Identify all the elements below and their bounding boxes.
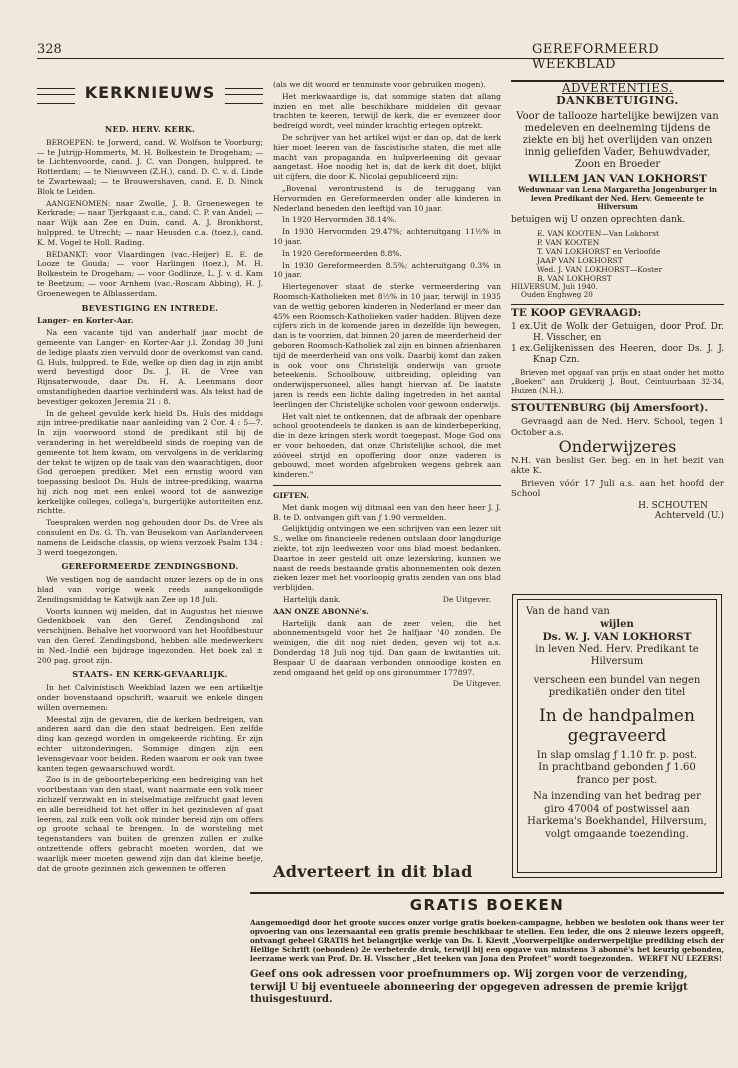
book-advert-box — [512, 594, 722, 878]
order-info: Na inzending van het bedrag per giro 47004 of postwissel aan Harkema's Boekhandel, Hilversum, volgt omgaande toezending. — [527, 791, 707, 840]
item-title: Uit de Wolk der Getuigen, door Prof. Dr. H. Visscher, en — [533, 322, 724, 343]
dankbetuiging-title: DANKBETUIGING. — [556, 93, 679, 107]
paragraph: We vestigen nog de aandacht onzer lezers op de in ons blad van vorige week reeds aangekondigde Zendingsmiddag te Katwijk aan Zee op 18 Juli. — [37, 575, 263, 604]
vacancy-text: Gevraagd aan de Ned. Herv. School, tegen 1 October a.s. — [511, 417, 724, 438]
paragraph: Toespraken werden nog gehouden door Ds. de Vree als consulent en Ds. G. Th. van Beusekom van Aarlanderveen namens de Leidsche classis, op wiens verzoek Psalm 134 : 3 werd toegezongen. — [37, 518, 263, 557]
paragraph: Het valt niet te ontkennen, dat de afbraak der openbare school grootendeels te danken is aan de kinderbeperking, die in deze kringen sterk wordt toegepast. Moge God ons er voor behoeden, dat onze Christelijke school, die met zóóveel strijd en opoffering door onze vaderen is gebouwd, moet worden afgebroken wegens gebrek aan kinderen." — [273, 411, 501, 480]
paragraph: Voorts kunnen wij melden, dat in Augustus het nieuwe Gedenkboek van den Geref. Zendingsbond zal verschijnen. Behalve het voorwoord van het Hoofdbestuur van den Geref. Zendingsbond, hebben alle medewerkers in Ned.-Indië een bijdrage ingezonden. Het boek zal ± 200 pag. groot zijn. — [37, 606, 263, 665]
vacancy-letters: Brieven vóór 17 Juli a.s. aan het hoofd der School — [511, 478, 724, 500]
paragraph: Zoo is in de geboortebeperking een bedreiging van het voortbestaan van den staat, want naarmate een volk meer zichzelf verzwakt en in stelselmatige zelfzucht gaat leven en alle bereidheid tot het offer in het gezinsleven af gaat leeren, zal zulk een volk ook minder bereid zijn om offers op groote schaal te brengen. In de worsteling met tegenstanders van buiten de grenzen zullen er zulke ontzettende offers gebracht moeten worden, dat we waarlijk meer moeten gewend zijn dan dat kleine beetje, dat de groote gezinnen zich gewennen te offeren — [37, 775, 263, 873]
paragraph: Na een vacante tijd van anderhalf jaar mocht de gemeente van Langer- en Korter-Aar j.l. Zondag 30 Juni de ledige plaats zien vervuld door de overkomst van cand. G. Huls, hulppred. te Ede, welke op dien dag in zijn ambt werd bevestigd door Ds. J. H. de Vree van Rijnsaterwoude, daar Ds. H. A. Leenmans door omstandigheden daartoe verhinderd was. Als tekst had de bevestiger gekozen Jeremia 21 : 8. — [37, 328, 263, 406]
statistic-line: In 1930 Hervormden 29.47%; achteruitgang 11½% in 10 jaar. — [273, 227, 501, 246]
column-3 — [511, 80, 724, 590]
paragraph: De schrijver van het artikel wijst er dan op, dat de kerk hier moet leeren van de fascistische staten, die met alle macht van propaganda en hulpverleening dit gevaar aangetast. Hoe noodig het is, dat de kerk dit doet, blijkt uit cijfers, die door K. Nicolai gepubliceerd zijn: — [273, 132, 501, 182]
paragraph: (als we dit woord er tenminste voor gebruiken mogen). — [273, 80, 486, 89]
address: Ouden Enghweg 20 — [521, 290, 593, 300]
divider — [511, 399, 724, 400]
abonnes-heading: AAN ONZE ABONNé's. — [273, 606, 369, 616]
koop-note: Brieven met opgaaf van prijs en staat onder het motto „Boeken" aan Drukkerij J. Bout, Ceintuurbaan 32-34, Huizen (N.H.). — [511, 368, 724, 395]
signature: B. VAN LOKHORST — [537, 273, 612, 283]
vacancy-requirements: N.H. van beslist Ger. beg. en in het bezit van akte K. — [511, 455, 724, 477]
paragraph: In de geheel gevulde kerk hield Ds. Huls des middags zijn intree-predikatie naar aanleiding van 2 Cor. 4 : 5—7. In zijn voorwoord stond de predikant stil bij de verandering in het wereldbeeld sinds de roeping van de gemeente tot hem kwam, om vervolgens in de verklaring der tekst te wijzen op de taak van den waarachtigen, door God geroepen prediker. Met een ernstig woord van toepassing besloot Ds. Huls de intree-prediking, waarna hij zich nog met een enkel woord tot de aanwezige kerkelijke colleges, collega's, burgerlijke autoriteiten enz. richtte. — [37, 408, 263, 516]
publisher-sign: De Uitgever. — [442, 595, 491, 605]
book-advert-inner — [517, 599, 717, 873]
paragraph: Het merkwaardige is, dat sommige staten dat allang inzien en met alle beschikbare middelen dit gevaar trachten te keeren, terwijl de kerk, die er evenzeer door bedreigd wordt, veel minder krachtig ertegen optrekt. — [273, 91, 501, 131]
book-title: In de handpalmen gegraveerd — [539, 705, 695, 746]
ad-line: Van de hand van — [526, 606, 610, 617]
column-2 — [273, 80, 501, 850]
statistic-line: In 1930 Gereformeerden 8.5%; achteruitgang 0.3% in 10 jaar. — [273, 260, 501, 280]
item-qty: 1 ex. — [511, 322, 533, 332]
paragraph: In het Calvinistisch Weekblad lazen we een artikeltje onder bovenstaand opschrift, waaruit we enkele dingen willen overnemen: — [37, 683, 263, 712]
ad-line: in leven Ned. Herv. Predikant te Hilversum — [535, 643, 699, 667]
signature-place: Achterveld (U.) — [654, 510, 724, 521]
deceased-description: Weduwnaar van Lena Margaretha Jongenburger in leven Predikant der Ned. Herv. Gemeente te Hilversum — [518, 185, 717, 212]
wanted-item — [511, 322, 724, 344]
paragraph: Meestal zijn de gevaren, die de kerken bedreigen, van anderen aard dan die den staat bedreigen. Een zelfde ding kan gezegd worden in omgekeerde richting. Er zijn echter uitzonderingen. Sommige dingen zijn een levensgevaar voor beiden. Reden waarom er ook van twee kanten tegen gewaarschuwd wordt. — [37, 714, 263, 773]
gratis-rule — [250, 892, 724, 894]
paragraph: Hiertegenover staat de sterke vermeerdering van Roomsch-Katholieken met 8½% in 10 jaar, terwijl in 1935 van de wettig geboren kinderen in Nederland er meer dan 45% een Roomsch-Katholieken vader hadden. Blijven deze cijfers zich in de komende jaren in dezelfde lijn bewegen, dan is te voorzien, dat binnen 20 jaren de meerderheid der geboren Roomsch-Katholiek zal zijn en binnen afzienbaren tijd de meerderheid van ons volk. Daarbij komt dan zaken is ook voor ons Christelijk onderwijs van groote beteekenis. Schoolbouw, uitbreiding, opleiding van onderwijspersoneel, alles hangt hiervan af. De laatste jaren is reeds een lichte daling ingetreden in het aantal leerlingen der Christelijke scholen voor gewoon onderwijs. — [273, 282, 501, 409]
publisher-sign: De Uitgever. — [452, 679, 501, 689]
onderwijzeres-title: Onderwijzeres — [558, 437, 677, 457]
item-qty: 1 ex. — [511, 344, 533, 354]
divider — [273, 485, 501, 486]
deceased-name: WILLEM JAN VAN LOKHORST — [528, 172, 707, 185]
gratis-boeken-section — [250, 896, 724, 1007]
signature: Wed. J. VAN LOKHORST—Koster — [537, 264, 663, 274]
gratis-text: Aangemoedigd door het groote succes onzer vorige gratis boeken-campagne, hebben we besloten ook thans weer ter opvoering van ons lezersaantal een gratis premie beschikbaar te stellen. Een ieder, die ons 2 nieuwe lezers opgeeft, ontvangt geheel GRATIS het belangrijke werkje van Ds. I. Kievit „Voorwerpelijke onderwerpelijke prediking eisch der Heilige Schrift (oebonden) 2e verbeterde druk, terwijl bij een opgave van minstens 3 abonné's het keurig gebonden, leerzame werk van Prof. Dr. H. Visscher „Het teeken van Jona den Profeet" wordt toegezonden. — [250, 918, 724, 963]
signature: T. VAN LOKHORST en Verloofde — [537, 246, 661, 256]
paragraph: BEROEPEN: te Jorwerd, cand. W. Wolfson te Voorburg; — te Jutrijp-Hommerts, M. H. Bolkestein te Drogeham; — te Lichtenvoorde, cand. J. C. van Dongen, hulppred. te Rotterdam; — te Nieuwveen (Z.H.), cand. D. C. v. d. Linde te Zwartewaal; — te Brouwershaven, cand. E. D. Ninck Blok te Leiden. — [37, 137, 263, 196]
column-1 — [37, 78, 263, 1008]
price-line: In prachtband gebonden ƒ 1.60 franco per post. — [538, 762, 696, 786]
author-name: Ds. W. J. VAN LOKHORST — [542, 631, 692, 643]
werft-slogan: WERFT NU LEZERS! — [638, 954, 722, 963]
ad-line: verscheen een bundel van negen predikatiën onder den titel — [533, 674, 701, 698]
kerknieuws-title: KERKNIEUWS — [84, 83, 216, 102]
dank-text: Voor de tallooze hartelijke bewijzen van medeleven en deelneming tijdens de ziekte en bij het overlijden van onzen innig geliefden Vader, Behuwdvader, Zoon en Broeder — [516, 110, 719, 170]
divider — [511, 304, 724, 305]
wanted-item — [511, 344, 724, 366]
ad-line: wijlen — [600, 618, 634, 630]
statistic-line: In 1920 Gereformeerden 8.8%. — [282, 248, 402, 258]
statistic-line: In 1920 Hervormden 38.14%. — [282, 215, 397, 225]
gratis-body — [250, 918, 724, 963]
section-heading: BEVESTIGING EN INTREDE. — [81, 302, 219, 313]
banner-lines-left — [37, 88, 75, 104]
giften-heading: GIFTEN. — [273, 491, 309, 501]
te-koop-title: TE KOOP GEVRAAGD: — [511, 307, 642, 320]
paragraph: AANGENOMEN: naar Zwolle, J. B. Groenewegen te Kerkrade; — naar Tjerkgaast c.a., cand. C. P. van Andel; — naar Wijk aan Zee en Duin, cand. A. J. Bronkhorst, hulppred. te Utrecht; — naar Heusden c.a. (toez.), cand. K. M. Vogel te Holl. Rading. — [37, 198, 263, 247]
signature: H. SCHOUTEN — [638, 500, 708, 511]
place-date: HILVERSUM, Juli 1940. — [511, 281, 598, 291]
section-heading: NED. HERV. KERK. — [104, 124, 196, 134]
paragraph: „Bovenal verontrustend is de teruggang van Hervormden en Gereformeerden onder alle kinderen in Nederland beneden den leeftijd van 10 jaar. — [273, 183, 501, 213]
paragraph: BEDANKT: voor Vlaardingen (vac.-Heijer) E. E. de Looze te Gouda; — voor Harlingen (toez.), M. H. Bolkestein te Drogeham; — voor Godlinze, L. J. v. d. Kam te Beetzum; — voor Arnhem (vac.-Roscam Abbing), H. J. Groenewegen te Alblasserdam. — [37, 249, 263, 298]
publication-title: GEREFORMEERD WEEKBLAD — [532, 42, 660, 72]
signature: JAAP VAN LOKHORST — [537, 255, 623, 265]
paragraph: Met dank mogen wij ditmaal een van den heer heer J. J. B. te D. ontvangen gift van ƒ 1.90 vermelden. — [273, 502, 501, 522]
page-number: 328 — [37, 42, 62, 57]
subheading: Langer- en Korter-Aar. — [37, 316, 134, 326]
advertise-slogan: Adverteert in dit blad — [273, 862, 473, 881]
price-line: In slap omslag ƒ 1.10 fr. p. post. — [536, 749, 698, 761]
banner-lines-right — [225, 88, 263, 104]
gratis-footer: Geef ons ook adressen voor proefnummers op. Wij zorgen voor de verzending, terwijl U bij eventueele abonneering der opgegeven adressen de premie krijgt thuisgestuurd. — [250, 969, 688, 1005]
kerknieuws-banner — [37, 78, 263, 120]
header-rule — [37, 58, 724, 59]
stoutenburg-title: STOUTENBURG (bij Amersfoort). — [511, 402, 709, 415]
item-title: Gelijkenissen des Heeren, door Ds. J. J. Knap Czn. — [533, 344, 724, 365]
section-heading: STAATS- EN KERK-GEVAARLIJK. — [72, 669, 228, 680]
signature: E. VAN KOOTEN—Van Lokhorst — [537, 228, 659, 238]
section-heading: GEREFORMEERDE ZENDINGSBOND. — [61, 561, 239, 572]
thanks-text: Hartelijk dank. — [283, 595, 341, 605]
gratis-boeken-title: GRATIS BOEKEN — [409, 896, 565, 914]
thanks-line: betuigen wij U onzen oprechten dank. — [511, 214, 686, 225]
paragraph: Hartelijk dank aan de zeer velen, die het abonnementsgeld voor het 2e halfjaar '40 zonden. De weinigen, die dit nog niet deden, geven wij tot a.s. Donderdag 18 Juli nog tijd. Dan gaan de kwitanties uit. Bespaar U de daaraan verbonden onnoodige kosten en zend omgaand het geld op ons gironummer 177897. — [273, 618, 501, 677]
signature: P. VAN KOOTEN — [537, 237, 600, 247]
signature-line — [273, 595, 501, 605]
paragraph: Gelijktijdig ontvingen we een schrijven van een lezer uit S., welke om financieele redenen ontslaan door langdurige ziekte, tot zijn leedwezen voor ons blad moest bedanken. Daartoe in zeer gesteld uit onze lezerskring, kunnen we naast de reeds bestaande gratis abonnementen ook dezen zieken lezer met het voorloopig gratis zenden van ons blad verblijden. — [273, 524, 501, 593]
advertenties-title: ADVERTENTIES. — [561, 81, 674, 95]
